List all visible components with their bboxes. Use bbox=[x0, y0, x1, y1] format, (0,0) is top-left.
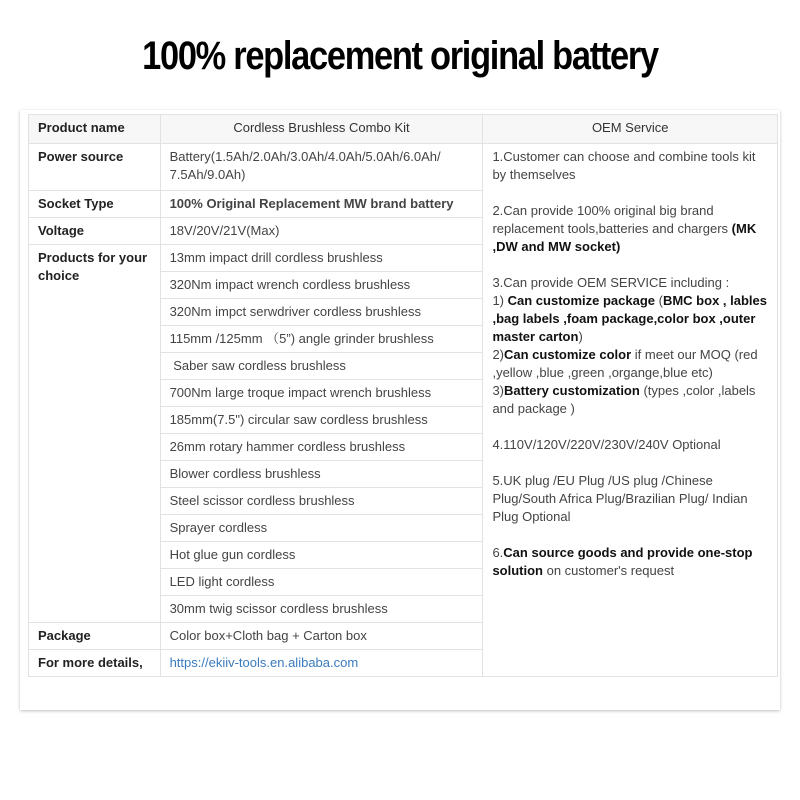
oem-service-details bbox=[483, 144, 778, 677]
product-item: 30mm twig scissor cordless brushless bbox=[160, 596, 483, 623]
product-item: 320Nm impct serwdriver cordless brushless bbox=[160, 299, 483, 326]
table-header-row bbox=[29, 115, 778, 144]
value-power-source: Battery(1.5Ah/2.0Ah/3.0Ah/4.0Ah/5.0Ah/6.0Ah/ 7.5Ah/9.0Ah) bbox=[160, 144, 483, 191]
page-title: 100% replacement original battery bbox=[142, 34, 658, 78]
label-details: For more details, bbox=[29, 650, 161, 677]
header-combo-kit: Cordless Brushless Combo Kit bbox=[160, 115, 483, 144]
value-voltage: 18V/20V/21V(Max) bbox=[160, 218, 483, 245]
oem-point-5: 5.UK plug /EU Plug /US plug /Chinese Plug/South Africa Plug/Brazilian Plug/ Indian Plug Optional bbox=[492, 473, 748, 524]
row-power-source bbox=[29, 144, 778, 191]
label-package: Package bbox=[29, 623, 161, 650]
product-item: Sprayer cordless bbox=[160, 515, 483, 542]
value-socket-type: 100% Original Replacement MW brand battery bbox=[160, 191, 483, 218]
label-voltage: Voltage bbox=[29, 218, 161, 245]
product-item: 185mm(7.5") circular saw cordless brushless bbox=[160, 407, 483, 434]
product-item: Steel scissor cordless brushless bbox=[160, 488, 483, 515]
header-product-name: Product name bbox=[29, 115, 161, 144]
product-item: 13mm impact drill cordless brushless bbox=[160, 245, 483, 272]
store-url[interactable]: https://ekiiv-tools.en.alibaba.com bbox=[169, 655, 359, 670]
spec-sheet bbox=[20, 110, 780, 710]
oem-point-3: 3.Can provide OEM SERVICE including : 1) Can customize package (BMC box , lables ,bag labels ,foam package,color box ,outer master carton) 2)Can customize color if meet our MOQ (red ,yellow ,blue ,green ,organge,blue etc) 3)Battery customization (types ,color ,labels and package ) bbox=[492, 275, 767, 416]
label-products: Products for your choice bbox=[29, 245, 161, 623]
product-item: 26mm rotary hammer cordless brushless bbox=[160, 434, 483, 461]
oem-point-2: 2.Can provide 100% original big brand replacement tools,batteries and chargers (MK ,DW and MW socket) bbox=[492, 203, 757, 254]
product-item: 700Nm large troque impact wrench brushless bbox=[160, 380, 483, 407]
product-item: Blower cordless brushless bbox=[160, 461, 483, 488]
oem-point-6: 6.Can source goods and provide one-stop solution on customer's request bbox=[492, 545, 753, 578]
spec-table bbox=[28, 114, 778, 677]
product-item: Saber saw cordless brushless bbox=[160, 353, 483, 380]
oem-point-4: 4.110V/120V/220V/230V/240V Optional bbox=[492, 437, 721, 452]
product-item: 115mm /125mm （5”) angle grinder brushless bbox=[160, 326, 483, 353]
label-power-source: Power source bbox=[29, 144, 161, 191]
header-oem-service: OEM Service bbox=[483, 115, 778, 144]
oem-point-1: 1.Customer can choose and combine tools kit by themselves bbox=[492, 149, 756, 182]
product-item: LED light cordless bbox=[160, 569, 483, 596]
product-item: Hot glue gun cordless bbox=[160, 542, 483, 569]
store-link[interactable] bbox=[160, 650, 483, 677]
value-package: Color box+Cloth bag + Carton box bbox=[160, 623, 483, 650]
label-socket-type: Socket Type bbox=[29, 191, 161, 218]
product-item: 320Nm impact wrench cordless brushless bbox=[160, 272, 483, 299]
